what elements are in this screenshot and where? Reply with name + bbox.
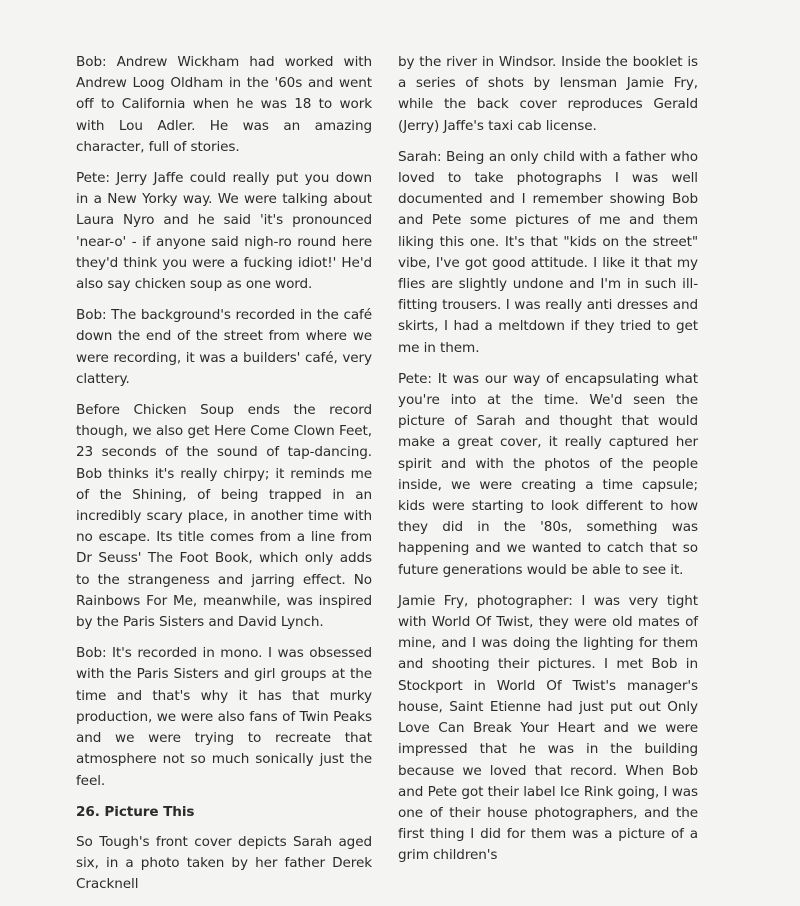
right-column	[398, 52, 698, 877]
paragraph: Pete: Jerry Jaffe could really put you down in a New Yorky way. We were talking about Laura Nyro and he said 'it's pronounced 'near-o' - if anyone said nigh-ro round here they'd think you were a fucking idiot!' He'd also say chicken soup as one word.	[76, 170, 372, 293]
paragraph: Pete: It was our way of encapsulating what you're into at the time. We'd seen the picture of Sarah and thought that would make a great cover, it really captured her spirit and with the photos of the people inside, we were creating a time capsule; kids were starting to look different to how they did in the '80s, something was happening and we wanted to catch that so future generations would be able to see it.	[398, 370, 698, 578]
paragraph: Sarah: Being an only child with a father who loved to take photographs I was well documented and I remember showing Bob and Pete some pictures of me and them liking this one. It's that "kids on the street" vibe, I've got good attitude. I like it that my flies are slightly undone and I'm in such ill-fitting trousers. I was really anti dresses and skirts, I had a meltdown if they tried to get me in them.	[398, 148, 698, 356]
paragraph: Before Chicken Soup ends the record though, we also get Here Come Clown Feet, 23 seconds of the sound of tap-dancing. Bob thinks it's really chirpy; it reminds me of the Shining, of being trapped in an incredibly scary place, in another time with no escape. Its title comes from a line from Dr Seuss' The Foot Book, which only adds to the strangeness and jarring effect. No Rainbows For Me, meanwhile, was inspired by the Paris Sisters and David Lynch.	[76, 402, 372, 631]
paragraph: by the river in Windsor. Inside the booklet is a series of shots by lensman Jamie Fry, while the back cover reproduces Gerald (Jerry) Jaffe's taxi cab license.	[398, 54, 698, 134]
paragraph: Bob: The background's recorded in the café down the end of the street from where we were recording, it was a builders' café, very clattery.	[76, 307, 372, 387]
paragraph: Jamie Fry, photographer: I was very tight with World Of Twist, they were old mates of mine, and I was doing the lighting for them and shooting their pictures. I met Bob in Stockport in World Of Twist's manager's house, Saint Etienne had just put out Only Love Can Break Your Heart and we were impressed that he was in the building because we loved that record. When Bob and Pete got their label Ice Rink going, I was one of their house photographers, and the first thing I did for them was a picture of a grim children's	[398, 592, 698, 864]
left-column	[76, 52, 372, 906]
paragraph: Bob: It's recorded in mono. I was obsessed with the Paris Sisters and girl groups at the time and that's why it has that murky production, we were also fans of Twin Peaks and we were trying to recreate that atmosphere not so much sonically just the feel.	[76, 645, 372, 789]
paragraph: So Tough's front cover depicts Sarah aged six, in a photo taken by her father Derek Cracknell	[76, 833, 372, 893]
section-heading: 26. Picture This	[76, 803, 195, 820]
paragraph: Bob: Andrew Wickham had worked with Andrew Loog Oldham in the '60s and went off to California when he was 18 to work with Lou Adler. He was an amazing character, full of stories.	[76, 54, 372, 155]
